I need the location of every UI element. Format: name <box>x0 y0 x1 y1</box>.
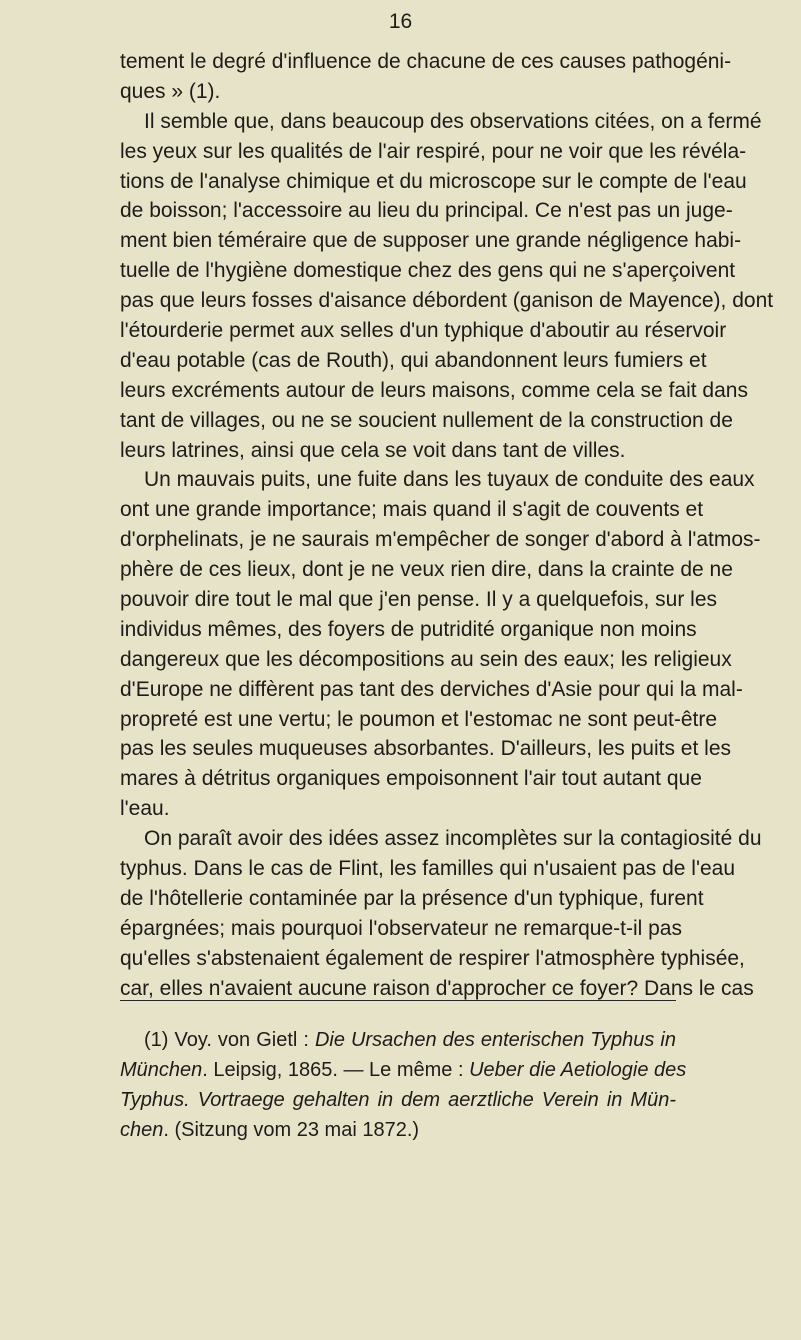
text-line: leurs latrines, ainsi que cela se voit dans tant de villes. <box>120 438 626 462</box>
footnote-italic-text: Typhus. Vortraege gehalten in dem aerztliche Verein in Mün- <box>120 1089 676 1111</box>
text-line: tuelle de l'hygiène domestique chez des gens qui ne s'aperçoivent <box>120 259 736 283</box>
text-line: tement le degré d'influence de chacune de ces causes pathogéni- <box>120 50 732 73</box>
text-line: tant de villages, ou ne se soucient nullement de la construction de <box>120 408 733 432</box>
footnote-line <box>120 1025 676 1055</box>
text-line: individus mêmes, des foyers de putridité organique non moins <box>120 617 697 641</box>
text-line: ment bien téméraire que de supposer une grande négligence habi- <box>120 229 742 253</box>
text-line: l'étourderie permet aux selles d'un typhique d'aboutir au réservoir <box>120 319 727 343</box>
footnote-italic-text: München <box>120 1059 203 1081</box>
footnote-text: . (Sitzung vom 23 mai 1872.) <box>163 1119 420 1141</box>
text-line: Il semble que, dans beaucoup des observations citées, on a fermé <box>144 109 762 133</box>
text-line: les yeux sur les qualités de l'air respiré, pour ne voir que les révéla- <box>120 139 747 163</box>
footnote-italic-text: Ueber die Aetiologie des <box>469 1059 687 1081</box>
text-line: d'Europe ne diffèrent pas tant des derviches d'Asie pour qui la mal- <box>120 677 743 701</box>
text-line: dangereux que les décompositions au sein des eaux; les religieux <box>120 647 732 671</box>
footnote-line <box>120 1055 687 1085</box>
footnote-italic-text: Die Ursachen des enterischen Typhus in <box>314 1029 676 1051</box>
text-line: pas les seules muqueuses absorbantes. D'ailleurs, les puits et les <box>120 737 731 761</box>
text-line: ont une grande importance; mais quand il s'agit de couvents et <box>120 498 704 522</box>
text-line: de l'hôtellerie contaminée par la présence d'un typhique, furent <box>120 886 704 910</box>
footnote-text: . Leipsig, 1865. — Le même : <box>202 1059 470 1081</box>
footnote-text: (1) Voy. von Gietl : <box>144 1029 315 1051</box>
text-line: d'orphelinats, je ne saurais m'empêcher de songer d'abord à l'atmos- <box>120 528 761 552</box>
text-line: ques » (1). <box>120 79 221 103</box>
text-line: d'eau potable (cas de Routh), qui abandonnent leurs fumiers et <box>120 348 707 372</box>
text-line: mares à détritus organiques empoisonnent l'air tout autant que <box>120 767 702 791</box>
footnote <box>120 1025 687 1145</box>
text-line: qu'elles s'abstenaient également de respirer l'atmosphère typhisée, <box>120 946 745 970</box>
page-number: 16 <box>388 10 413 33</box>
text-line: leurs excréments autour de leurs maisons, comme cela se fait dans <box>120 378 748 402</box>
text-line: car, elles n'avaient aucune raison d'approcher ce foyer? Dans le cas <box>120 976 754 1000</box>
text-line: On paraît avoir des idées assez incomplètes sur la contagiosité du <box>144 827 762 851</box>
text-line: l'eau. <box>120 797 170 821</box>
text-line: tions de l'analyse chimique et du microscope sur le compte de l'eau <box>120 169 747 193</box>
text-line: propreté est une vertu; le poumon et l'estomac ne sont peut-être <box>120 707 718 731</box>
text-line: pouvoir dire tout le mal que j'en pense. Il y a quelquefois, sur les <box>120 588 718 612</box>
text-line: phère de ces lieux, dont je ne veux rien dire, dans la crainte de ne <box>120 558 733 582</box>
footnote-line <box>120 1085 676 1115</box>
text-line: de boisson; l'accessoire au lieu du principal. Ce n'est pas un juge- <box>120 199 733 223</box>
text-line: pas que leurs fosses d'aisance débordent (ganison de Mayence), dont <box>120 289 774 313</box>
footnote-separator <box>120 1000 676 1001</box>
footnote-line <box>120 1115 676 1145</box>
body-text <box>120 47 774 1004</box>
text-line: Un mauvais puits, une fuite dans les tuyaux de conduite des eaux <box>144 468 755 492</box>
footnote-italic-text: chen <box>120 1119 164 1141</box>
text-line: épargnées; mais pourquoi l'observateur ne remarque-t-il pas <box>120 916 682 940</box>
text-line: typhus. Dans le cas de Flint, les familles qui n'usaient pas de l'eau <box>120 857 736 881</box>
